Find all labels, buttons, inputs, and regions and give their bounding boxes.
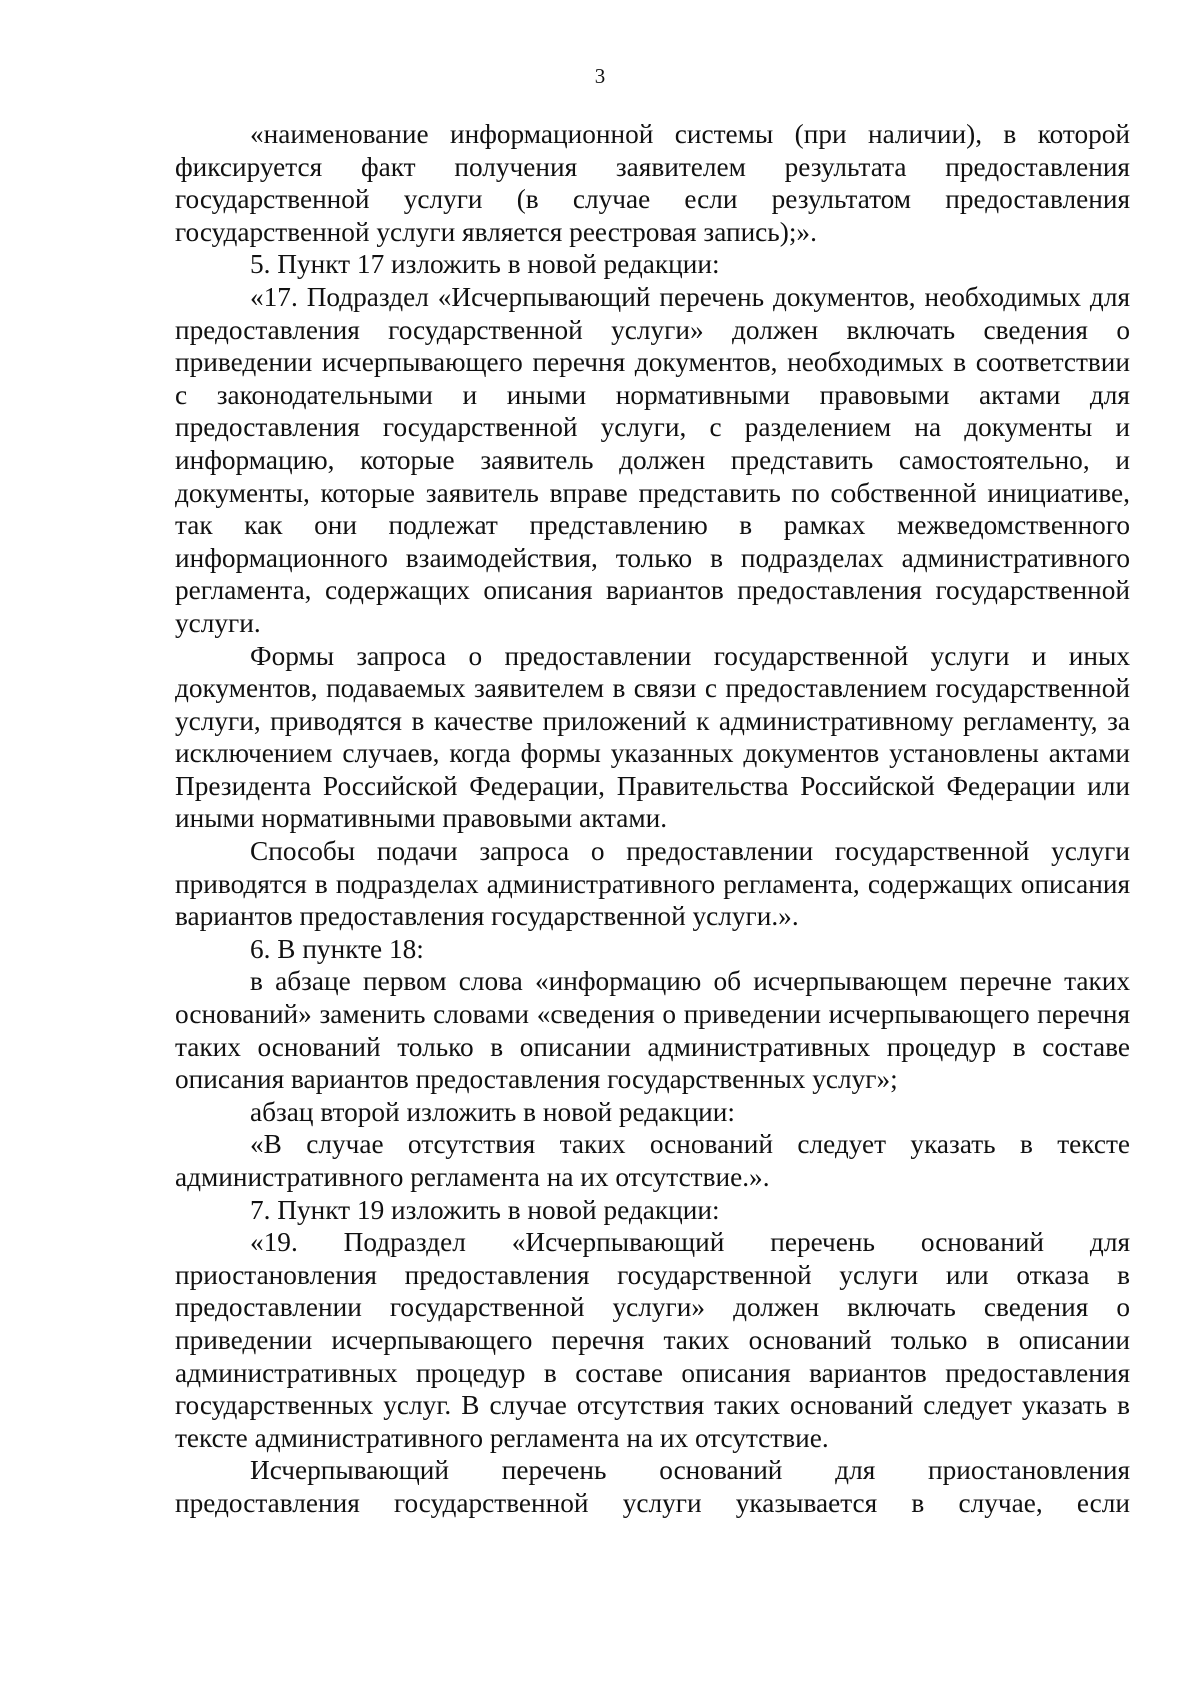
paragraph-item-18-second-abzac-heading: абзац второй изложить в новой редакции: [250, 1096, 735, 1127]
paragraph-item-5-heading: 5. Пункт 17 изложить в новой редакции: [250, 249, 720, 280]
paragraph-item-18-second-abzac-text: «В случае отсутствия таких оснований следует указать в тексте административного регламента на их отсутствие.». [175, 1129, 1130, 1192]
paragraph-item-6-heading: 6. В пункте 18: [250, 933, 424, 964]
paragraph-submission-methods: Способы подачи запроса о предоставлении государственной услуги приводятся в подразделах административного регламента, содержащих описания вариантов предоставления государственной услуги.». [175, 836, 1130, 932]
paragraph-item-18-first-abzac: в абзаце первом слова «информацию об исчерпывающем перечне таких оснований» заменить словами «сведения о приведении исчерпывающего перечня таких оснований только в описании административных процедур в составе описания вариантов предоставления государственных услуг»; [175, 966, 1130, 1095]
paragraph-item-19-text: «19. Подраздел «Исчерпывающий перечень оснований для приостановления предоставления государственной услуги или отказа в предоставлении государственной услуги» должен включать сведения о приведении исчерпывающего перечня таких оснований только в описании административных процедур в составе описания вариантов предоставления государственных услуг. В случае отсутствия таких оснований следует указать в тексте административного регламента на их отсутствие. [175, 1227, 1130, 1453]
paragraph-item-7-heading: 7. Пункт 19 изложить в новой редакции: [250, 1194, 720, 1225]
page-number: 3 [594, 64, 606, 88]
document-body [175, 118, 1130, 1520]
paragraph-suspension-grounds: Исчерпывающий перечень оснований для приостановления предоставления государственной услуги указывается в случае, если [175, 1455, 1130, 1518]
paragraph-item-17-text: «17. Подраздел «Исчерпывающий перечень документов, необходимых для предоставления государственной услуги» должен включать сведения о приведении исчерпывающего перечня документов, необходимых в соответствии с законодательными и иными нормативными правовыми актами для предоставления государственной услуги, с разделением на документы и информацию, которые заявитель должен представить самостоятельно, и документы, которые заявитель вправе представить по собственной инициативе, так как они подлежат представлению в рамках межведомственного информационного взаимодействия, только в подразделах административного регламента, содержащих описания вариантов предоставления государственной услуги. [175, 281, 1130, 638]
paragraph-request-forms: Формы запроса о предоставлении государственной услуги и иных документов, подаваемых заявителем в связи с предоставлением государственной услуги, приводятся в качестве приложений к административному регламенту, за исключением случаев, когда формы указанных документов установлены актами Президента Российской Федерации, Правительства Российской Федерации или иными нормативными правовыми актами. [175, 640, 1130, 834]
paragraph-information-system-name: «наименование информационной системы (при наличии), в которой фиксируется факт получения заявителем результата предоставления государственной услуги (в случае если результатом предоставления государственной услуги является реестровая запись);». [175, 119, 1130, 247]
